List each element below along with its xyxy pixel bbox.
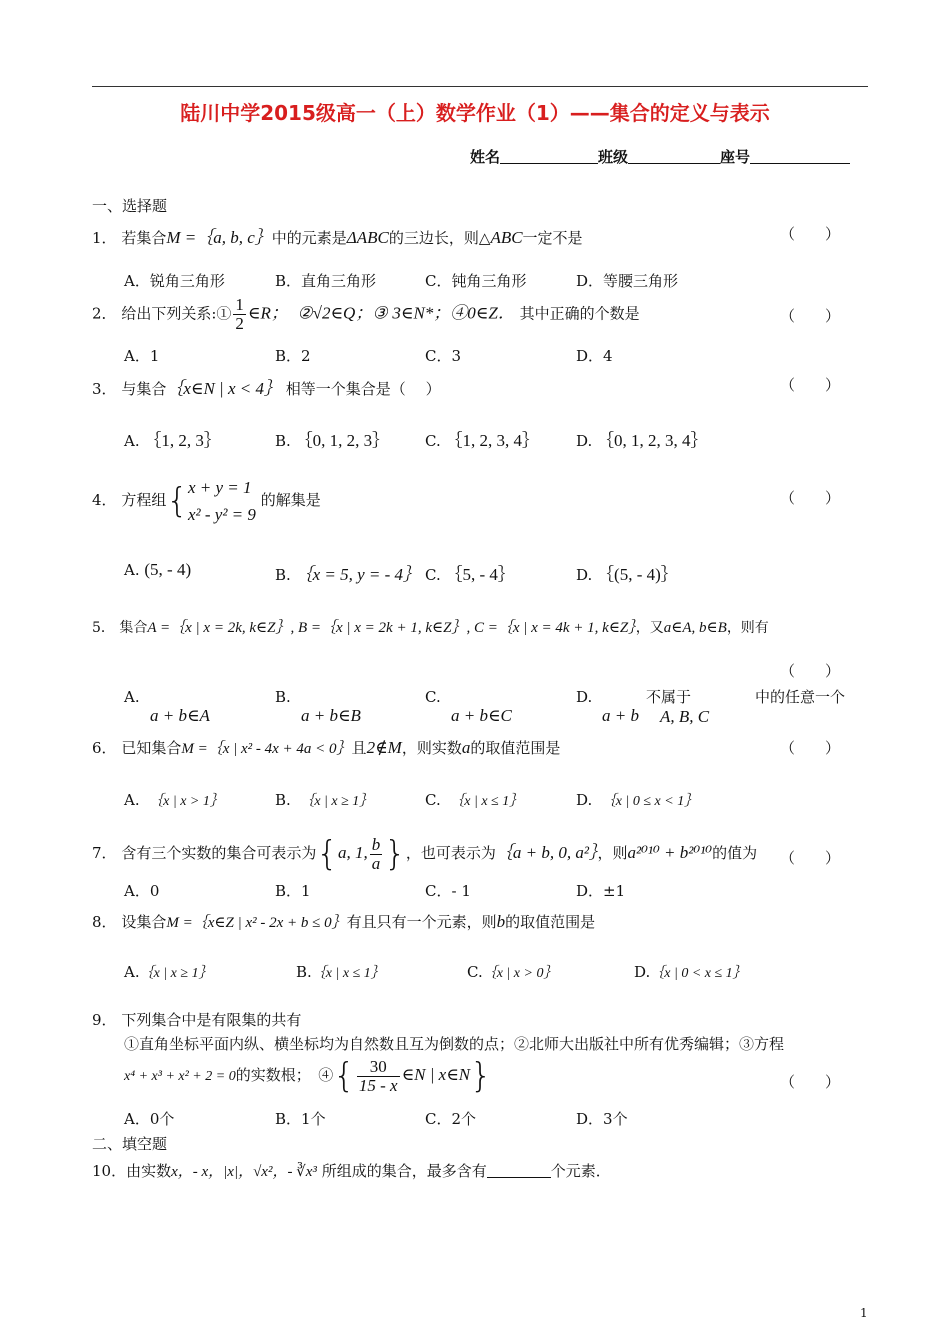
q1-option-d[interactable]: D．等腰三角形: [576, 272, 679, 290]
student-info: [470, 146, 850, 167]
q7-option-d[interactable]: D．±1: [576, 882, 626, 900]
q3-option-c[interactable]: C. ｛1, 2, 3, 4｝: [425, 431, 539, 450]
top-rule: [92, 86, 868, 87]
q5-option-d[interactable]: D. a + b: [576, 688, 639, 725]
question-3: 3． 与集合｛x∈N | x < 4｝ 相等一个集合是（ ）: [92, 379, 441, 398]
answer-paren-3[interactable]: （ ）: [780, 376, 841, 394]
q1-option-a[interactable]: A．锐角三角形: [124, 272, 225, 290]
answer-paren-6[interactable]: （ ）: [780, 739, 841, 757]
q1-option-b[interactable]: B．直角三角形: [275, 272, 377, 290]
answer-paren-7[interactable]: （ ）: [780, 849, 841, 867]
q4-option-d[interactable]: D. ｛(5, - 4)｝: [576, 565, 678, 584]
q1-option-c[interactable]: C．钝角三角形: [425, 272, 527, 290]
q9-option-b[interactable]: B．1个: [275, 1110, 326, 1128]
answer-paren-4[interactable]: （ ）: [780, 489, 841, 507]
question-6: 6． 已知集合M =｛x | x² - 4x + 4a < 0｝且2∉M，则实数a的取值范围是: [92, 738, 561, 757]
question-9-eq: x⁴ + x³ + x² + 2 = 0的实数根； ④{ $\frac{30}{15 - x}$ ∈N | x∈N}: [124, 1056, 492, 1096]
question-10: 10．由实数x，- x，|x|，√x²，- ∛x³ 所组成的集合，最多含有 个元素．: [92, 1162, 611, 1180]
page-title: 陆川中学2015级高一（上）数学作业（1）——集合的定义与表示: [180, 101, 770, 125]
q3-option-d[interactable]: D. ｛0, 1, 2, 3, 4｝: [576, 431, 708, 450]
question-9: 9． 下列集合中是有限集的共有: [92, 1011, 302, 1029]
name-blank[interactable]: [500, 149, 598, 164]
q8-option-a[interactable]: A.｛x | x ≥ 1｝: [124, 963, 213, 981]
q4-option-c[interactable]: C. ｛5, - 4｝: [425, 565, 515, 584]
question-1: 1． 若集合M =｛a, b, c｝中的元素是ΔABC的三边长，则△ABC一定不是: [92, 228, 583, 247]
q6-option-a[interactable]: A. ｛x | x > 1｝: [124, 791, 224, 809]
q5-option-d-tail: 不属于 A, B, C: [646, 688, 710, 726]
q9-option-d[interactable]: D．3个: [576, 1110, 628, 1128]
q5-option-b[interactable]: B. a + b∈B: [275, 688, 361, 725]
q8-option-d[interactable]: D.｛x | 0 < x ≤ 1｝: [634, 963, 747, 981]
q4-option-b[interactable]: B. ｛x = 5, y = - 4｝: [275, 565, 421, 584]
q7-option-b[interactable]: B．1: [275, 882, 311, 900]
page-number: 1: [860, 1306, 868, 1320]
question-2: 2． 给出下列关系:① $\frac{1}{2}$ ∈R； ②√2∈Q；③ 3∈N*；④0∈Z． 其中正确的个数是: [92, 295, 640, 333]
seat-label: 座号: [720, 148, 751, 166]
q6-option-b[interactable]: B. ｛x | x ≥ 1｝: [275, 791, 374, 809]
q2-option-c[interactable]: C．3: [425, 347, 462, 365]
class-label: 班级: [598, 148, 629, 166]
q2-option-d[interactable]: D．4: [576, 347, 613, 365]
seat-blank[interactable]: [750, 149, 850, 164]
q5-option-a[interactable]: A. a + b∈A: [124, 688, 210, 725]
q5-option-d-tail2: 中的任意一个: [755, 688, 846, 706]
q6-option-c[interactable]: C. ｛x | x ≤ 1｝: [425, 791, 524, 809]
question-9-items: ①直角坐标平面内纵、横坐标均为自然数且互为倒数的点；②北师大出版社中所有优秀编辑；③方程: [124, 1035, 785, 1053]
q5-option-c[interactable]: C. a + b∈C: [425, 688, 512, 725]
question-5: 5． 集合A =｛x | x = 2k, k∈Z｝, B =｛x | x = 2k + 1, k∈Z｝, C =｛x | x = 4k + 1, k∈Z｝，又a∈A, b∈B，则有: [92, 620, 769, 636]
q7-option-c[interactable]: C．- 1: [425, 882, 471, 900]
q7-option-a[interactable]: A．0: [124, 882, 160, 900]
question-8: 8． 设集合M =｛x∈Z | x² - 2x + b ≤ 0｝有且只有一个元素，则b的取值范围是: [92, 912, 596, 931]
q8-option-c[interactable]: C.｛x | x > 0｝: [467, 963, 558, 981]
section-choice: 一、选择题: [92, 197, 168, 215]
q6-option-d[interactable]: D. ｛x | 0 ≤ x < 1｝: [576, 791, 699, 809]
q9-option-c[interactable]: C．2个: [425, 1110, 477, 1128]
q3-option-a[interactable]: A. ｛1, 2, 3｝: [124, 431, 221, 450]
q4-option-a[interactable]: A. (5, - 4): [124, 560, 192, 579]
q2-option-a[interactable]: A．1: [124, 347, 160, 365]
class-blank[interactable]: [628, 149, 720, 164]
section-fill: 二、填空题: [92, 1135, 168, 1153]
q2-option-b[interactable]: B．2: [275, 347, 311, 365]
answer-paren-2[interactable]: （ ）: [780, 307, 841, 325]
q9-option-a[interactable]: A．0个: [124, 1110, 175, 1128]
q3-option-b[interactable]: B. ｛0, 1, 2, 3｝: [275, 431, 390, 450]
answer-paren-1[interactable]: （ ）: [780, 225, 841, 243]
question-7: 7． 含有三个实数的集合可表示为{a, 1, $\frac{b}{a}$ }，也可表示为｛a + b, 0, a²｝，则a²⁰¹⁰ + b²⁰¹⁰的值为: [92, 834, 758, 874]
answer-paren-5[interactable]: （ ）: [780, 662, 841, 680]
answer-blank-10[interactable]: [487, 1163, 551, 1178]
question-4: 4． 方程组{ x + y = 1 x² - y² = 9 的解集是: [92, 478, 321, 525]
answer-paren-9[interactable]: （ ）: [780, 1073, 841, 1091]
name-label: 姓名: [470, 148, 501, 166]
q8-option-b[interactable]: B.｛x | x ≤ 1｝: [296, 963, 385, 981]
